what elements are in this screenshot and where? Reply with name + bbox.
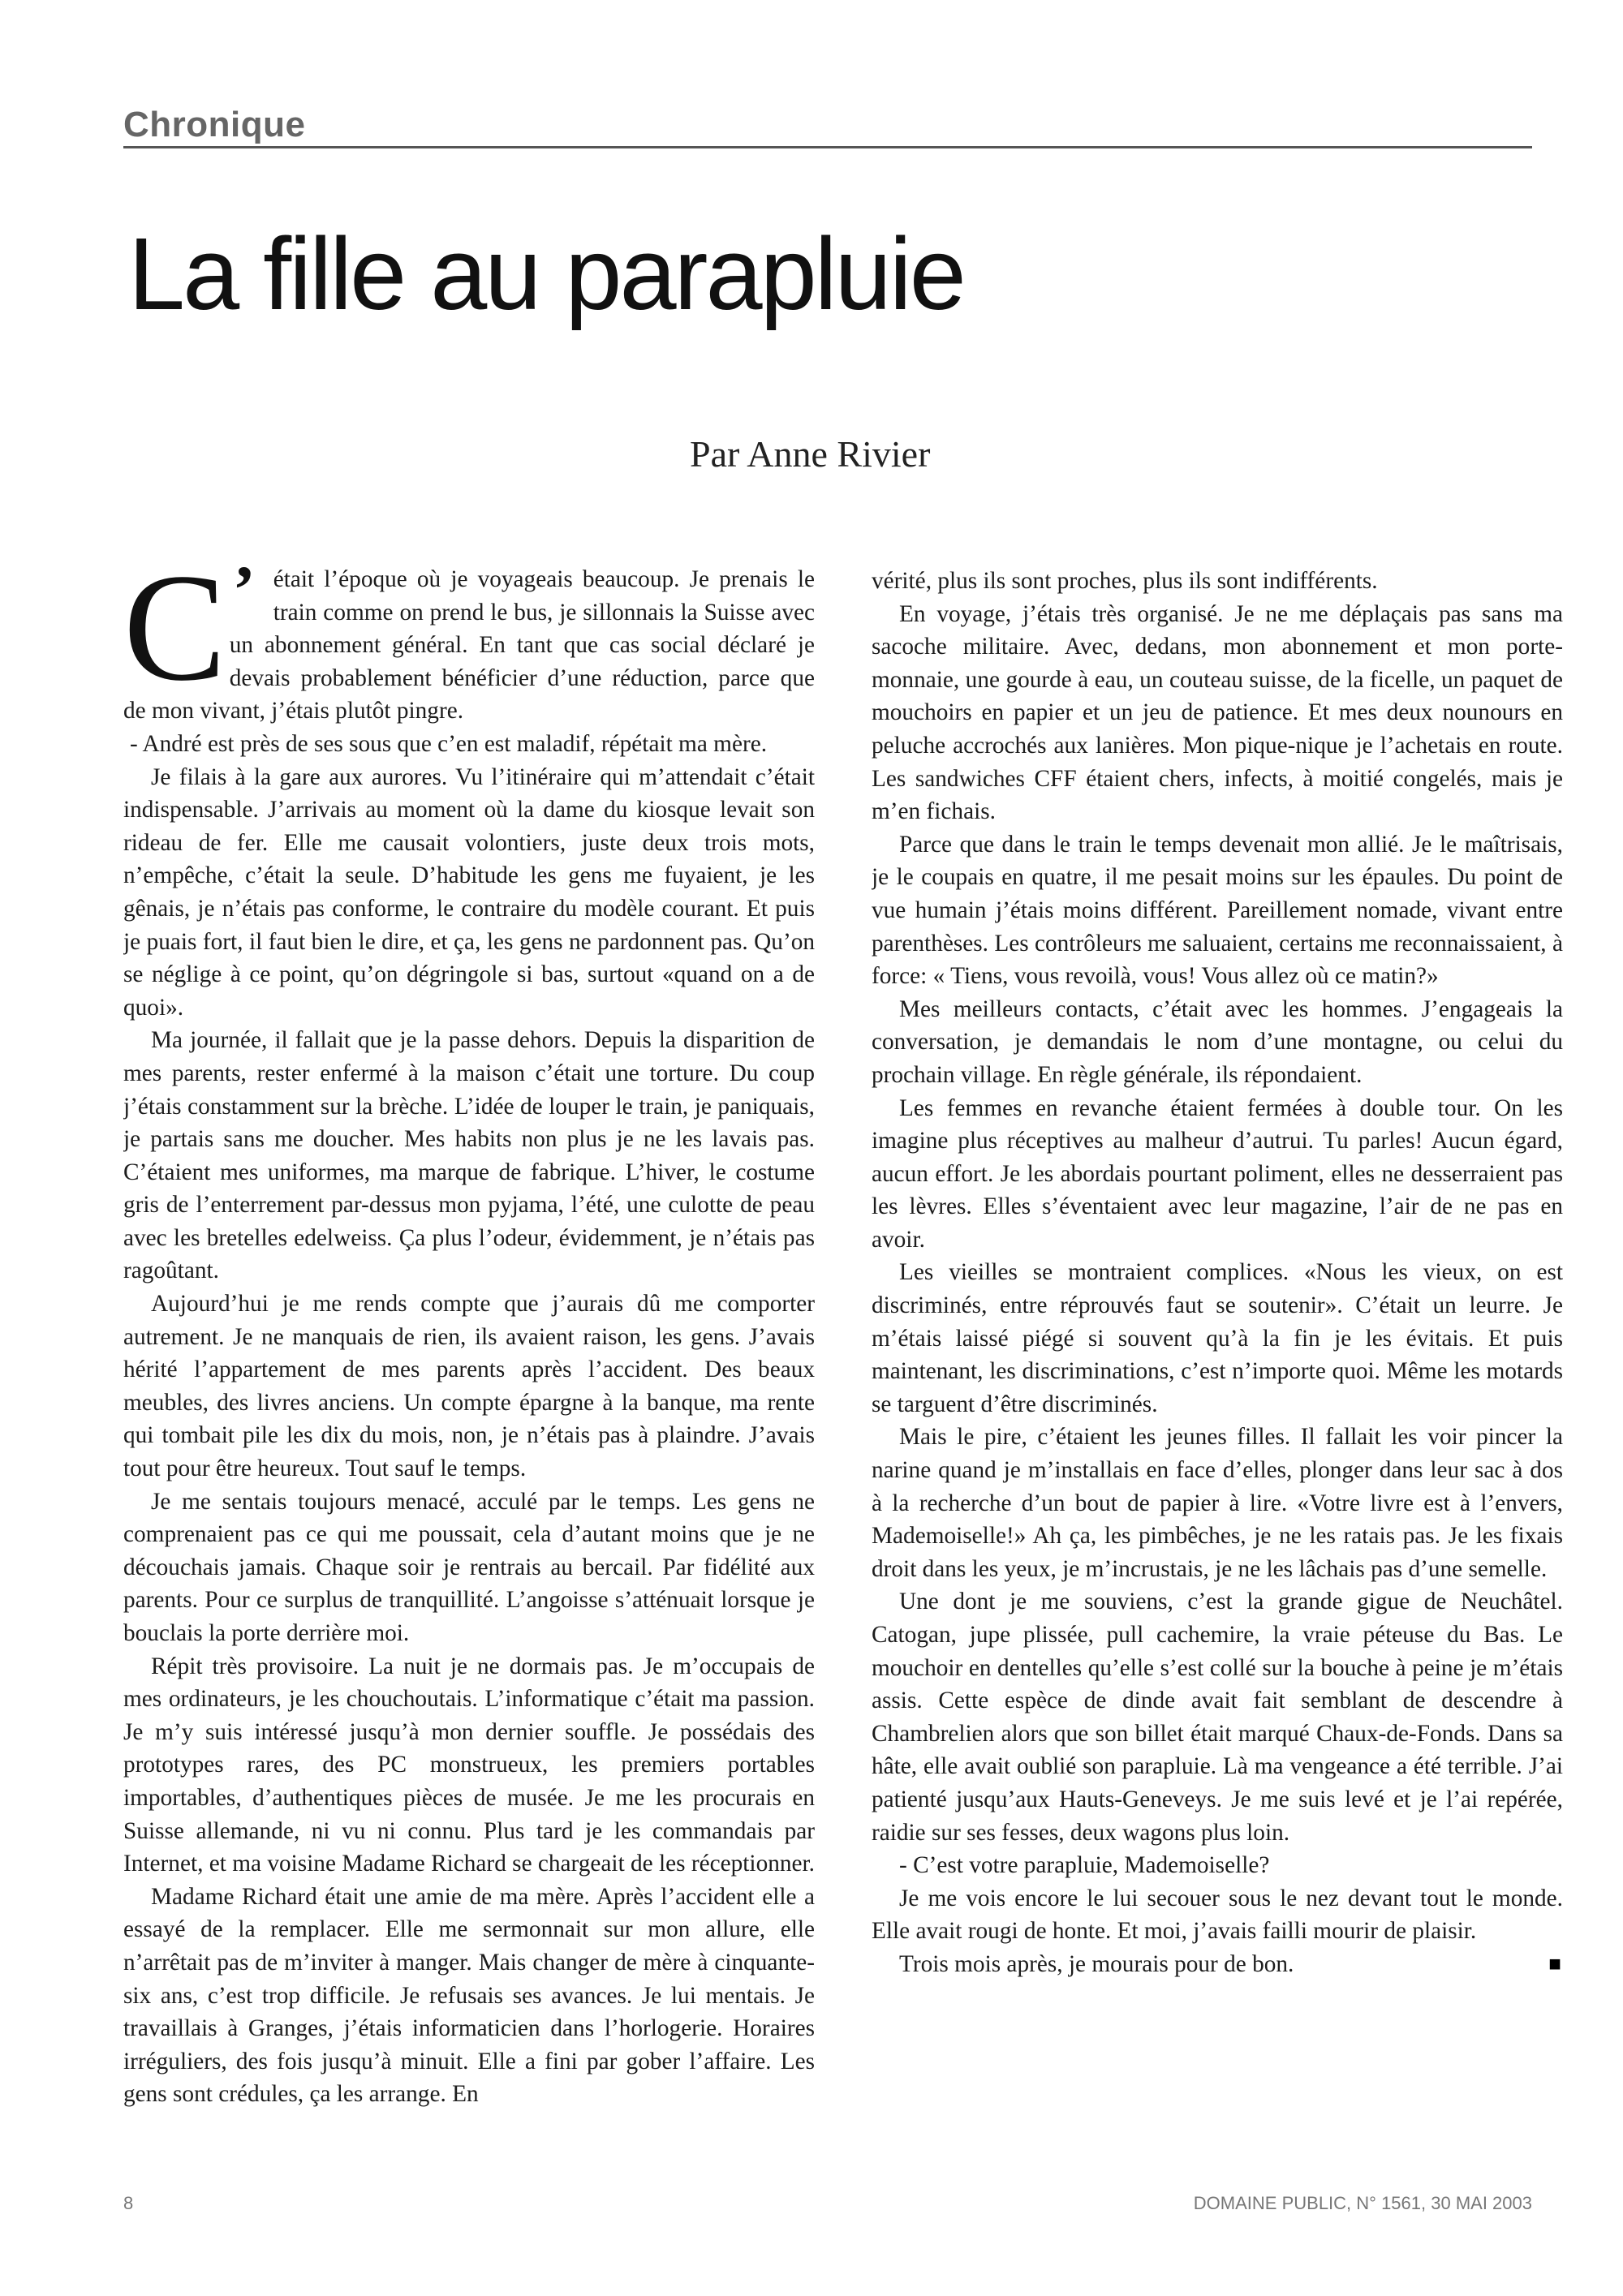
section-label: Chronique [123,105,306,144]
paragraph: Madame Richard était une amie de ma mère. Après l’accident elle a essayé de la remplacer. Elle me sermonnait sur mon allure, elle n’arrêtait pas de m’inviter à manger. Mais changer de mère à cinquante-six ans, c’est trop difficile. Je refusais ses avances. Je lui mentais. Je travaillais à Granges, j’étais informaticien dans l’horlogerie. Horaires irréguliers, des fois jusqu’à minuit. Elle a fini par gober l’affaire. Les gens sont crédules, ça les arrange. En [123,1883,815,2108]
paragraph: Je me vois encore le lui secouer sous le nez devant tout le monde. Elle avait rougi de honte. Et moi, j’avais failli mourir de plaisir. [872,1885,1563,1945]
paragraph: Répit très provisoire. La nuit je ne dormais pas. Je m’occupais de mes ordinateurs, je les chouchoutais. L’informatique c’était ma passion. Je m’y suis intéressé jusqu’à mon dernier souffle. Je possédais des prototypes rares, des PC monstrueux, les premiers portables importables, d’authentiques pièces de musée. Je me les procurais en Suisse allemande, ni vu ni connu. Plus tard je les commandais par Internet, et ma voisine Madame Richard se chargeait de les réceptionner. [123,1653,815,1877]
text-column-right [872,565,1563,2155]
drop-cap: C [123,563,226,713]
section-header [123,104,1532,148]
paragraph: - C’est votre parapluie, Mademoiselle? [899,1852,1270,1879]
text-column-left [123,563,815,2153]
paragraph: Je me sentais toujours menacé, acculé par le temps. Les gens ne comprenaient pas ce qui me poussait, cela d’autant moins que je ne découchais jamais. Chaque soir je rentrais au bercail. Par fidélité aux parents. Pour ce surplus de tranquillité. L’angoisse s’atténuait lorsque je bouclais la porte derrière moi. [123,1488,815,1646]
drop-cap-apostrophe: ’ [232,563,256,628]
paragraph: Je filais à la gare aux aurores. Vu l’itinéraire qui m’attendait c’était indispensable. J’arrivais au moment où la dame du kiosque levait son rideau de fer. Elle me causait volontiers, juste deux trois mots, n’empêche, c’était la seule. D’habitude les gens me fuyaient, je les gênais, je n’étais pas conforme, le contraire du modèle courant. Et puis je puais fort, il faut bien le dire, et ça, les gens ne pardonnent pas. Qu’on se néglige à ce point, qu’on dégringole si bas, surtout «quand on a de quoi». [123,763,815,1021]
paragraph: - André est près de ses sous que c’en est maladif, répétait ma mère. [130,730,768,757]
paragraph [872,1948,1563,1981]
page-number: 8 [123,2193,134,2213]
paragraph: Mes meilleurs contacts, c’était avec les hommes. J’engageais la conversation, je demandais le nom d’une montagne, ou celui du prochain village. En règle générale, ils répondaient. [872,995,1563,1088]
paragraph-text: Trois mois après, je mourais pour de bon. [899,1950,1294,1977]
publication-info: DOMAINE PUBLIC, N° 1561, 30 MAI 2003 [1193,2193,1532,2213]
paragraph: Les femmes en revanche étaient fermées à double tour. On les imagine plus réceptives au malheur d’autrui. Tu parles! Aucun égard, aucun effort. Je les abordais pourtant poliment, elles ne desserraient pas les lèvres. Elles s’éventaient avec leur magazine, l’air de ne pas en avoir. [872,1094,1563,1253]
paragraph: Une dont je me souviens, c’est la grande gigue de Neuchâtel. Catogan, jupe plissée, pull cachemire, la vraie péteuse du Bas. Le mouchoir en dentelles qu’elle s’est collé sur la bouche à peine je m’étais assis. Cette espèce de dinde avait fait semblant de descendre à Chambrelien alors que son billet était marqué Chaux-de-Fonds. Dans sa hâte, elle avait oublié son parapluie. Là ma vengeance a été terrible. J’ai patienté jusqu’aux Hauts-Geneveys. Je me suis levé et je l’ai repérée, raidie sur ses fesses, deux wagons plus loin. [872,1589,1563,1846]
paragraph-text: était l’époque où je voyageais beaucoup. Je prenais le train comme on prend le bus, je sillonnais la Suisse avec un abonnement général. En tant que cas social déclaré je devais probablement bénéficier d’une réduction, parce que de mon vivant, j’étais plutôt pingre. [123,566,815,724]
paragraph: Ma journée, il fallait que je la passe dehors. Depuis la disparition de mes parents, rester enfermé à la maison c’était une torture. Du coup j’étais constamment sur la brèche. L’idée de louper le train, je paniquais, je partais sans me doucher. Mes habits non plus je ne les lavais pas. C’étaient mes uniformes, ma marque de fabrique. L’hiver, le costume gris de l’enterrement par-dessus mon pyjama, l’été, une culotte de peau avec les bretelles edelweiss. Ça plus l’odeur, évidemment, je n’étais pas ragoûtant. [123,1027,815,1284]
paragraph: Les vieilles se montraient complices. «Nous les vieux, on est discriminés, entre réprouvés faut se soutenir». C’était un leurre. Je m’étais laissé piégé si souvent qu’à la fin je les évitais. Et puis maintenant, les discriminations, c’est n’importe quoi. Même les motards se targuent d’être discriminés. [872,1259,1563,1417]
end-of-article-mark: ■ [1548,1951,1561,1976]
paragraph: En voyage, j’étais très organisé. Je ne me déplaçais pas sans ma sacoche militaire. Avec, dedans, mon abonnement et mon porte-monnaie, une gourde à eau, un couteau suisse, de la ficelle, un paquet de mouchoirs en papier et un jeu de patience. Et mes deux nounours en peluche accrochés aux lanières. Mon pique-nique je l’achetais en route. Les sandwiches CFF étaient chers, infects, à moitié congelés, mais je m’en fichais. [872,600,1563,825]
paragraph [123,563,815,728]
article-title: La fille au parapluie [128,217,964,331]
paragraph: Aujourd’hui je me rends compte que j’aurais dû me comporter autrement. Je ne manquais de rien, ils avaient raison, les gens. J’avais hérité l’appartement de mes parents après l’accident. Des beaux meubles, des livres anciens. Un compte épargne à la banque, ma rente qui tombait pile les dix du mois, non, je n’étais pas à plaindre. J’avais tout pour être heureux. Tout sauf le temps. [123,1291,815,1482]
paragraph: vérité, plus ils sont proches, plus ils sont indifférents. [872,568,1378,594]
paragraph: Parce que dans le train le temps devenait mon allié. Je le maîtrisais, je le coupais en quatre, il me pesait moins sur les épaules. Du point de vue humain j’étais moins différent. Pareillement nomade, vivant entre parenthèses. Les contrôleurs me saluaient, certains me reconnaissaient, à force: « Tiens, vous revoilà, vous! Vous allez où ce matin?» [872,831,1563,990]
byline: Par Anne Rivier [690,433,931,475]
paragraph: Mais le pire, c’étaient les jeunes filles. Il fallait les voir pincer la narine quand je m’installais en face d’elles, plonger dans leur sac à dos à la recherche d’un bout de papier à lire. «Votre livre est à l’envers, Mademoiselle!» Ah ça, les pimbêches, je ne les ratais pas. Je les fixais droit dans les yeux, je m’incrustais, je ne les lâchais pas d’une semelle. [872,1424,1563,1582]
